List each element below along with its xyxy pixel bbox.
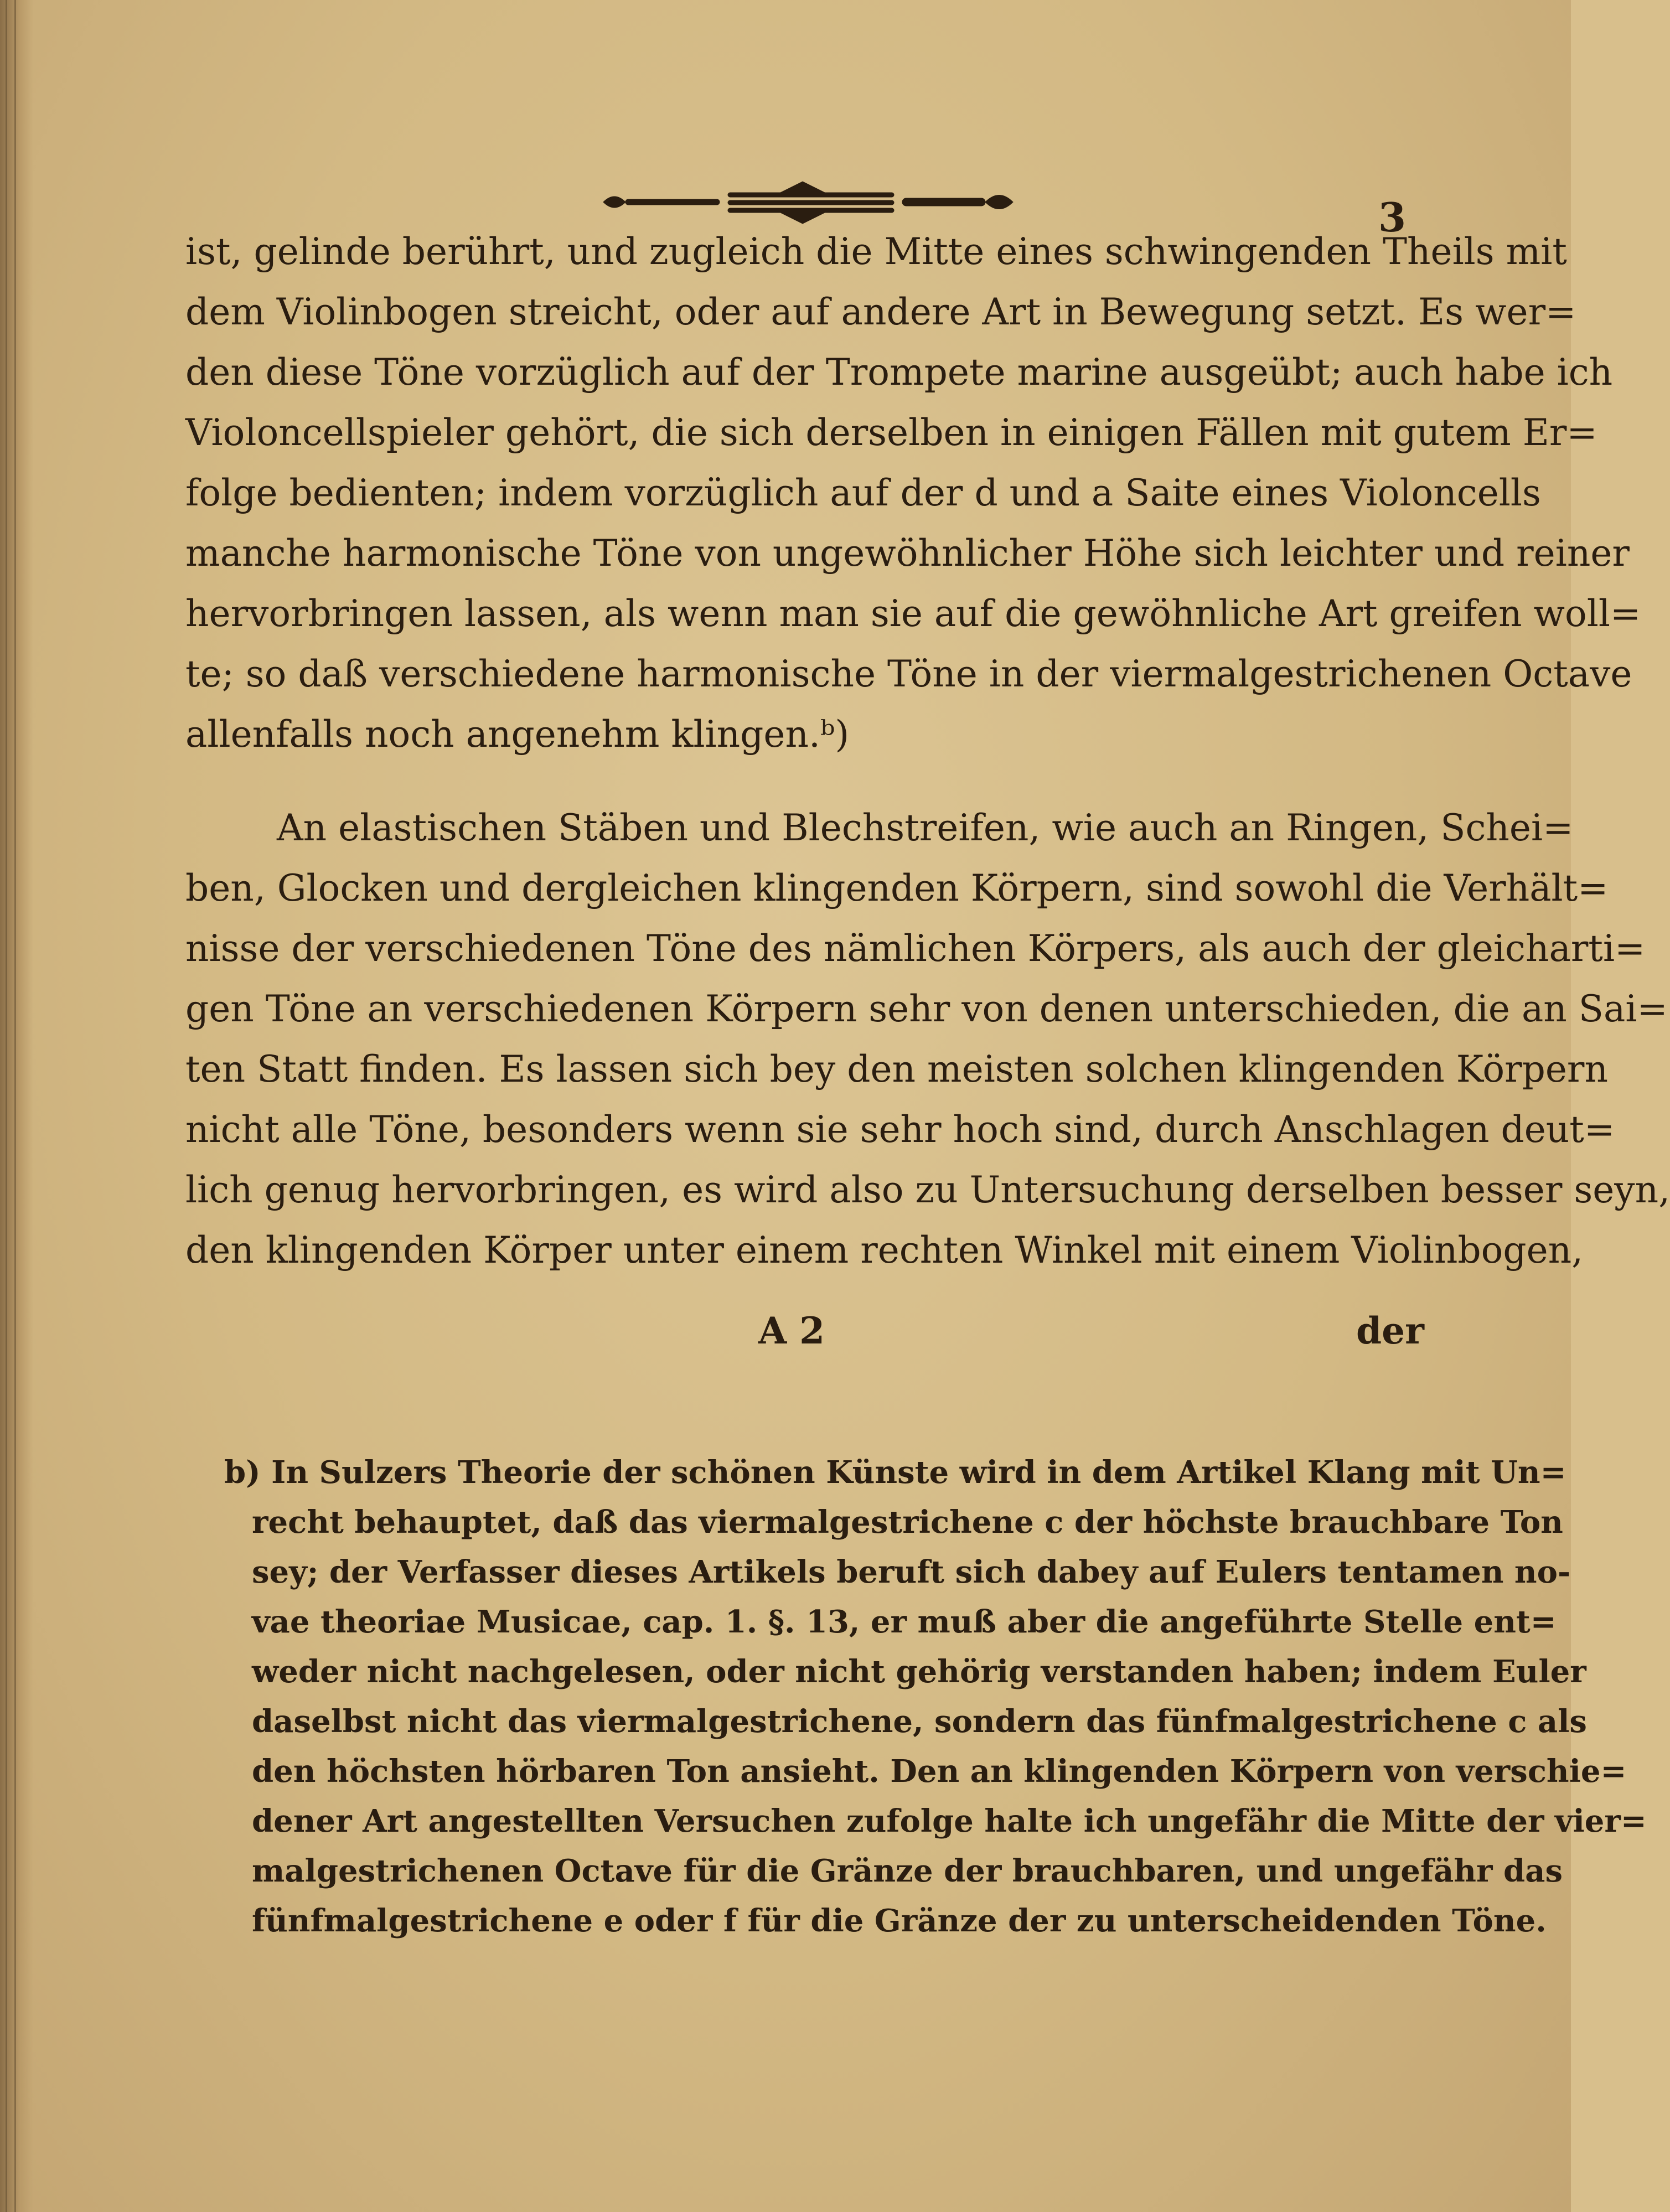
text-line: te; so daß verschiedene harmonische Töne in der viermalgestrichenen Octave [185, 653, 1632, 695]
footnote-line: den höchsten hörbaren Ton ansieht. Den an klingenden Körpern von verschie= [252, 1753, 1627, 1790]
text-line: Violoncellspieler gehört, die sich derselben in einigen Fällen mit gutem Er= [185, 411, 1597, 454]
text-line: ten Statt finden. Es lassen sich bey den meisten solchen klingenden Körpern [185, 1048, 1608, 1091]
text-line: gen Töne an verschiedenen Körpern sehr von denen unterschieden, die an Sai= [185, 988, 1668, 1030]
footnote-line: fünfmalgestrichene e oder f für die Gränze der zu unterscheidenden Töne. [252, 1903, 1547, 1939]
footnote-line: b) In Sulzers Theorie der schönen Künste wird in dem Artikel Klang mit Un= [224, 1454, 1566, 1491]
footnote-line: sey; der Verfasser dieses Artikels beruft sich dabey auf Eulers tentamen no- [252, 1554, 1571, 1590]
page-number: 3 [1378, 194, 1407, 241]
text-line: den diese Töne vorzüglich auf der Trompete marine ausgeübt; auch habe ich [185, 351, 1613, 394]
text-line: ist, gelinde berührt, und zugleich die Mitte eines schwingenden Theils mit [185, 230, 1567, 273]
footnote-line: daselbst nicht das viermalgestrichene, sondern das fünfmalgestrichene c als [252, 1703, 1587, 1740]
text-line: folge bedienten; indem vorzüglich auf der d und a Saite eines Violoncells [185, 472, 1541, 514]
text-line: nicht alle Töne, besonders wenn sie sehr hoch sind, durch Anschlagen deut= [185, 1108, 1615, 1151]
main-text [185, 221, 1670, 1280]
binding-edge-line [14, 0, 16, 2212]
text-line: den klingenden Körper unter einem rechten Winkel mit einem Violinbogen, [185, 1229, 1584, 1272]
binding-edge-line [6, 0, 7, 2212]
footnote-line: malgestrichenen Octave für die Gränze der brauchbaren, und ungefähr das [252, 1853, 1563, 1889]
text-line: ben, Glocken und dergleichen klingenden Körpern, sind sowohl die Verhält= [185, 867, 1609, 909]
footnote-line: recht behauptet, daß das viermalgestrichene c der höchste brauchbare Ton [252, 1504, 1563, 1541]
header-ornament [598, 177, 1018, 227]
text-line: dem Violinbogen streicht, oder auf andere Art in Bewegung setzt. Es wer= [185, 291, 1576, 333]
text-line: manche harmonische Töne von ungewöhnlicher Höhe sich leichter und reiner [185, 532, 1630, 575]
signature-mark: A 2 [758, 1309, 825, 1352]
text-line: An elastischen Stäben und Blechstreifen, wie auch an Ringen, Schei= [277, 807, 1574, 849]
catchword: der [1356, 1309, 1424, 1352]
signature-row [0, 1309, 1571, 1365]
text-line: lich genug hervorbringen, es wird also zu Untersuchung derselben besser seyn, [185, 1169, 1670, 1211]
binding-shadow [0, 0, 33, 2212]
footnote-line: dener Art angestellten Versuchen zufolge halte ich ungefähr die Mitte der vier= [252, 1803, 1647, 1839]
footnote-line: vae theoriae Musicae, cap. 1. §. 13, er muß aber die angeführte Stelle ent= [252, 1604, 1557, 1640]
text-line: allenfalls noch angenehm klingen.ᵇ) [185, 713, 850, 756]
text-line: nisse der verschiedenen Töne des nämlichen Körpers, als auch der gleicharti= [185, 927, 1646, 970]
footnote-line: weder nicht nachgelesen, oder nicht gehörig verstanden haben; indem Euler [252, 1653, 1586, 1690]
text-line: hervorbringen lassen, als wenn man sie auf die gewöhnliche Art greifen woll= [185, 592, 1641, 635]
footnote [224, 1448, 1647, 1946]
